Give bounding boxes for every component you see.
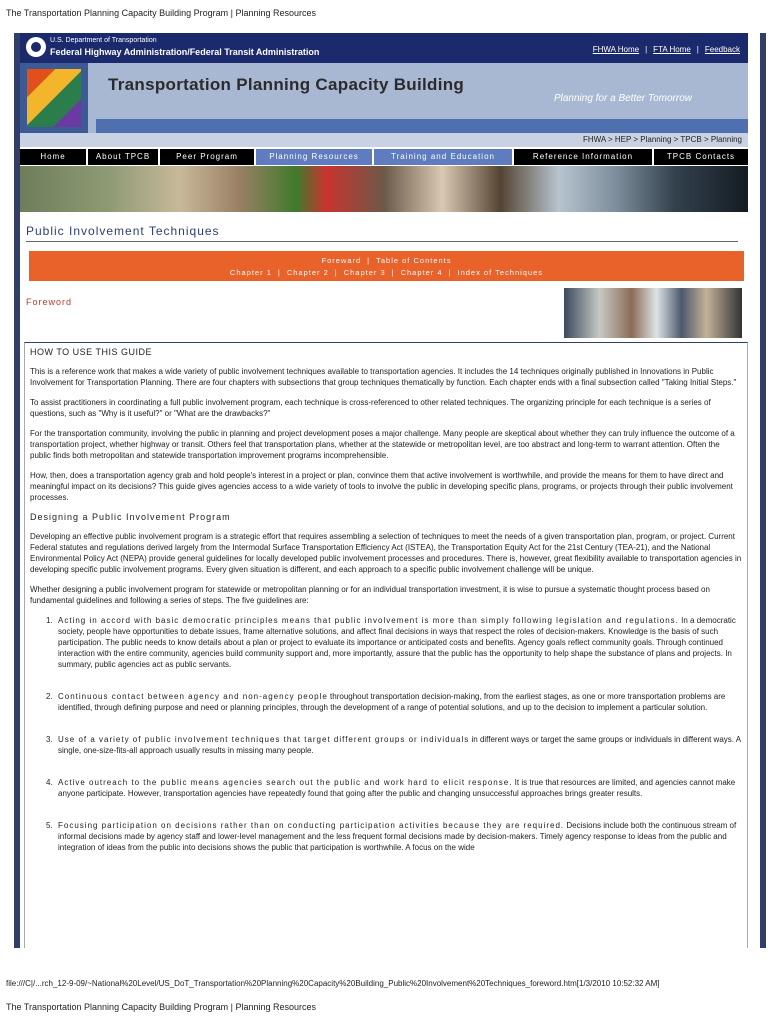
agency-name: Federal Highway Administration/Federal Transit Administration [50, 47, 320, 57]
title-divider [26, 241, 738, 242]
foreword-label: Foreword [26, 297, 73, 307]
page-title: Public Involvement Techniques [26, 224, 220, 238]
list-item [30, 734, 742, 756]
guideline-text: throughout transportation decision-making, from the earliest stages, as one or more transportation problems are identified, through defining purpose and need or planning principles, through the development of a range of potential solutions, and up to the decision to implement a particular solution. [58, 692, 726, 712]
print-footer-url: file:///C|/...rch_12-9-09/~National%20Level/US_DoT_Transportation%20Planning%20Capacity%20Building_Public%20Involvement%20Techniques_foreword.htm[1/3/2010 10:52:32 AM] [6, 979, 660, 988]
list-number: 5. [46, 821, 53, 830]
paragraph: Whether designing a public involvement program for statewide or metropolitan planning or for an individual transportation investment, it is wise to pursue a systematic thought process based on fundamental guidelines and following a series of steps. The five guidelines are: [30, 585, 710, 605]
paragraph: To assist practitioners in coordinating a full public involvement program, each technique is cross-referenced to other related techniques. The organizing principle for each technique is a series of questions, such as "Why is it useful?" or "What are the drawbacks?" [30, 398, 711, 418]
doc-nav-chapter-2[interactable]: Chapter 2 [286, 268, 329, 277]
list-number: 1. [46, 616, 53, 625]
doc-nav-row-2 [29, 268, 744, 277]
tagline-strip [96, 119, 748, 133]
link-separator: | [696, 45, 699, 54]
dot-logo-icon [26, 37, 46, 57]
doc-nav-index-of-techniques[interactable]: Index of Techniques [457, 268, 544, 277]
guideline-lead: Focusing participation on decisions rather than on conducting participation activities because they are required. [58, 821, 565, 830]
fta-home-link[interactable]: FTA Home [653, 45, 691, 54]
doc-nav-separator: | [448, 268, 452, 277]
paragraph: This is a reference work that makes a wide variety of public involvement techniques available to transportation agencies. It includes the 14 techniques originally published in Innovations in Public Involvement for Transportation Planning. There are four chapters with subsections that group techniques thematically by function. Each chapter ends with a final subsection called "Taking Initial Steps." [30, 367, 737, 387]
doc-nav-chapter-3[interactable]: Chapter 3 [343, 268, 386, 277]
nav-home[interactable]: Home [20, 149, 88, 165]
guideline-text: Decisions include both the continuous stream of informal decisions made by agency staff and lower-level management and the less frequent formal decisions made by decision-makers. Timely agency response to ideas from the public and integration of ideas from the public into decisions shows the public that participation is worthwhile. A focus on the wide [58, 821, 737, 852]
header-links [593, 45, 740, 54]
list-item [30, 777, 742, 799]
guideline-text: in different ways or target the same groups or individuals in different ways. A single, one-size-fits-all approach usually results in missing many people. [58, 735, 741, 755]
fhwa-home-link[interactable]: FHWA Home [592, 45, 640, 54]
nav-peer-program[interactable]: Peer Program [160, 149, 256, 165]
doc-nav-table-of-contents[interactable]: Table of Contents [376, 256, 452, 265]
site-banner [20, 63, 748, 133]
nav-about-tpcb[interactable]: About TPCB [88, 149, 160, 165]
top-bar [20, 33, 748, 63]
print-header-title: The Transportation Planning Capacity Building Program | Planning Resources [6, 8, 317, 18]
guideline-lead: Continuous contact between agency and non-agency people [58, 692, 328, 701]
guideline-text: In a democratic society, people have opportunities to debate issues, frame alternative solutions, and affect final decisions in ways that respect the roles of decision-makers. Knowledge is the basis of such participation. The public needs to know details about a plan or project to evaluate its importance or anticipated costs and benefits. Agency goals reflect community goals. Through continued interaction with the entire community, agencies build community support and, more importantly, assure that the public has the opportunity to help shape the substance of plans and projects. In summary, public agencies act as public servants. [58, 616, 736, 669]
list-item [30, 820, 742, 853]
list-number: 4. [46, 778, 53, 787]
list-item [30, 615, 742, 670]
designing-program-subheading: Designing a Public Involvement Program [30, 512, 231, 522]
doc-nav-separator: | [391, 268, 395, 277]
nav-reference-information[interactable]: Reference Information [514, 149, 654, 165]
doc-nav-row-1 [29, 256, 744, 265]
doc-nav-chapter-4[interactable]: Chapter 4 [400, 268, 443, 277]
paragraph: For the transportation community, involving the public in planning and project development poses a major challenge. Many people are skeptical about whether they can truly influence the outcome of a transportation project, whether highway or transit. Others feel that transportation plans, whether at the statewide or metropolitan level, are too abstract and long-term to warrant attention. Often the public finds both metropolitan and statewide transportation improvement programs incomprehensible. [30, 429, 735, 460]
page-frame [14, 33, 766, 948]
public-meeting-photo [564, 288, 742, 338]
doc-nav-foreward[interactable]: Foreward [321, 256, 362, 265]
list-number: 3. [46, 735, 53, 744]
article-body [30, 347, 742, 874]
paragraph: How, then, does a transportation agency grab and hold people's interest in a project or plan, convince them that active involvement is worthwhile, and provide the means for them to have direct and meaningful impact on its decisions? This guide gives agencies access to a wide variety of tools to involve the public in developing specific plans, programs, or projects through their public involvement processes. [30, 471, 733, 502]
doc-nav-chapter-1[interactable]: Chapter 1 [229, 268, 272, 277]
paragraph: Developing an effective public involvement program is a strategic effort that requires assembling a selection of techniques to meet the needs of a given transportation plan, program, or project. Current Federal statutes and regulations derived largely from the Intermodal Surface Transportation Efficiency Act (ISTEA), the Transportation Equity Act for the 21st Century (TEA-21), and the National Environmental Policy Act (NEPA) provide general guidelines for locally developed public involvement processes and procedures. There is, however, great flexibility available to transportation agencies in developing specific public involvement programs. Every given situation is different, and each approach to a specific public involvement challenge will be unique. [30, 532, 742, 574]
main-nav [20, 149, 748, 165]
banner-tagline: Planning for a Better Tomorrow [553, 93, 692, 104]
link-separator: | [645, 45, 648, 54]
doc-nav-separator: | [367, 256, 371, 265]
list-item [30, 691, 742, 713]
banner-side-panel [20, 63, 88, 133]
list-number: 2. [46, 692, 53, 701]
nav-training-education[interactable]: Training and Education [374, 149, 514, 165]
guideline-lead: Active outreach to the public means agencies search out the public and work hard to elicit response. [58, 778, 513, 787]
guideline-lead: Acting in accord with basic democratic principles means that public involvement is more than simply following legislation and regulations. [58, 616, 679, 625]
print-footer-title: The Transportation Planning Capacity Building Program | Planning Resources [6, 1002, 317, 1012]
transportation-photo-strip [20, 166, 748, 212]
guideline-lead: Use of a variety of public involvement techniques that target different groups or individuals [58, 735, 470, 744]
tpcb-logo-collage [27, 69, 81, 127]
breadcrumb-strip [20, 133, 748, 147]
feedback-link[interactable]: Feedback [704, 45, 740, 54]
doc-nav-separator: | [334, 268, 338, 277]
nav-tpcb-contacts[interactable]: TPCB Contacts [666, 152, 736, 161]
document-nav-bar [29, 251, 744, 281]
doc-nav-separator: | [277, 268, 281, 277]
guidelines-list [30, 615, 742, 853]
banner-title: Transportation Planning Capacity Building [108, 75, 465, 94]
breadcrumb: FHWA > HEP > Planning > TPCB > Planning [582, 135, 742, 144]
how-to-use-heading: HOW TO USE THIS GUIDE [30, 347, 153, 357]
department-name: U.S. Department of Transportation [50, 37, 157, 44]
guideline-text: It is true that resources are limited, and agencies cannot make anyone participate. However, transportation agencies have repeatedly found that going after the public and changing unsuccessful approaches brings greater results. [58, 778, 736, 798]
nav-planning-resources[interactable]: Planning Resources [256, 149, 374, 165]
